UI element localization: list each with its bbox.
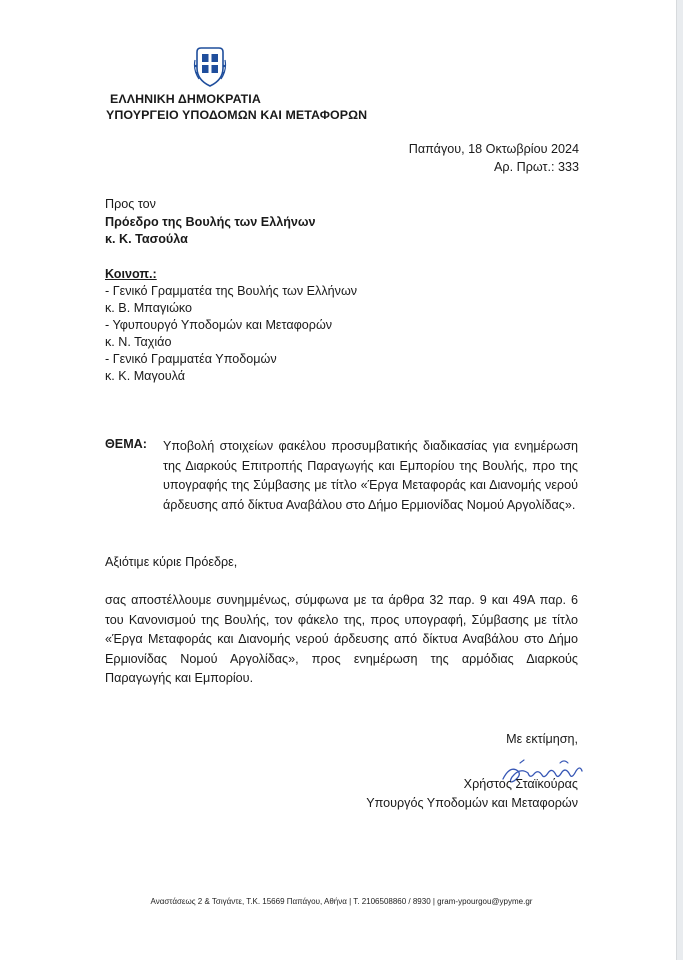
signatory-role: Υπουργός Υποδομών και Μεταφορών [366,796,578,810]
recipient-title: Πρόεδρο της Βουλής των Ελλήνων [105,215,316,229]
cc-line: κ. Ν. Ταχιάο [105,335,172,349]
cc-line: κ. Κ. Μαγουλά [105,369,186,383]
country-heading: ΕΛΛΗΝΙΚΗ ΔΗΜΟΚΡΑΤΙΑ [110,92,261,106]
recipient-label: Προς τον [105,197,156,211]
body-paragraph: σας αποστέλλουμε συνημμένως, σύμφωνα με τα άρθρα 32 παρ. 9 και 49Α παρ. 6 του Κανονισμού της Βουλής, τον φάκελο της, προς υπογραφή, Σύμβασης με τίτλο «Έργα Μεταφοράς και Διανομής νερού άρδευσης από δίκτυα Αναβάλου στο Δήμο Ερμιονίδας Νομού Αργολίδας», προς ενημέρωση της αρμόδιας Διαρκούς Παραγωγής και Εμπορίου. [105,593,578,686]
cc-label: Κοινοπ.: [105,267,157,281]
closing-regards: Με εκτίμηση, [506,732,578,746]
subject-label: ΘΕΜΑ: [105,437,147,451]
subject-text: Υποβολή στοιχείων φακέλου προσυμβατικής διαδικασίας για ενημέρωση της Διαρκούς Επιτροπής Παραγωγής και Εμπορίου της Βουλής, προ της υπογραφής της Σύμβασης με τίτλο «Έργα Μεταφοράς και Διανομής νερού άρδευσης από δίκτυα Αναβάλου στο Δήμο Ερμιονίδας Νομού Αργολίδας». [163,439,578,512]
cc-line: - Γενικό Γραμματέα Υποδομών [105,352,277,366]
protocol-number: Αρ. Πρωτ.: 333 [494,160,579,174]
ministry-heading: ΥΠΟΥΡΓΕΙΟ ΥΠΟΔΟΜΩΝ ΚΑΙ ΜΕΤΑΦΟΡΩΝ [106,108,368,122]
page-edge [676,0,683,960]
cc-line: κ. Β. Μπαγιώκο [105,301,193,315]
hellenic-emblem-icon [193,46,227,88]
signatory-name: Χρήστος Σταϊκούρας [463,777,578,791]
recipient-name: κ. Κ. Τασούλα [105,232,188,246]
place-date: Παπάγου, 18 Οκτωβρίου 2024 [408,142,579,156]
salutation: Αξιότιμε κύριε Πρόεδρε, [105,555,238,569]
cc-line: - Γενικό Γραμματέα της Βουλής των Ελλήνων [105,284,358,298]
cc-line: - Υφυπουργό Υποδομών και Μεταφορών [105,318,333,332]
footer-address: Αναστάσεως 2 & Τσιγάντε, Τ.Κ. 15669 Παπάγου, Αθήνα | Τ. 2106508860 / 8930 | gram-ypourgou@ypyme.gr [150,897,533,906]
